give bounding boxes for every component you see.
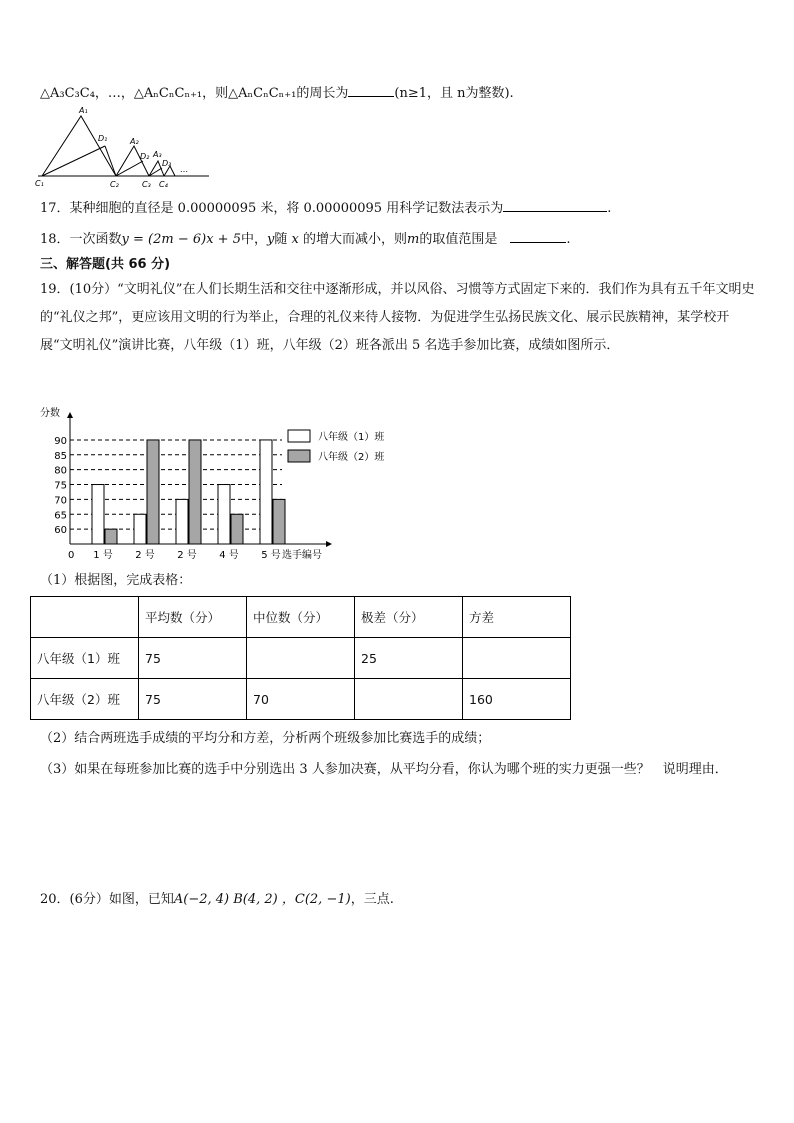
legend-label: 八年级（2）班 [318,452,385,463]
table-cell: 25 [355,638,463,679]
table-header-cell: 平均数（分） [139,597,247,638]
q20-question: 20．(6分）如图，已知 [40,892,174,907]
table-header-row [31,597,571,638]
label-c3: C₃ [142,180,151,189]
triangle-figure [34,104,214,192]
label-a1: A₁ [79,106,88,115]
q18-text-before: 18．一次函数 [40,232,122,247]
score-bar-chart [36,404,416,560]
score-table [30,596,571,720]
q17-answer-blank[interactable] [503,197,607,212]
y-tick-label: 65 [54,510,67,522]
label-d2: D₂ [140,152,150,161]
table-cell: 八年级（1）班 [31,638,139,679]
x-tick-label: 5 号 [261,550,281,560]
q18-answer-blank[interactable] [510,228,566,243]
bar-class1 [260,440,272,544]
label-a3: A₃ [153,150,162,159]
q17-text [40,197,611,219]
label-d1: D₁ [98,134,108,143]
label-c2: C₂ [110,180,119,189]
table-cell: 160 [463,679,571,720]
q18-text-mid2: 随 [274,232,288,247]
table-cell: 八年级（2）班 [31,679,139,720]
table-row [31,679,571,720]
q18-text [40,228,571,250]
q18-var-m: m [407,232,420,247]
y-axis-label: 分数 [40,408,60,419]
legend-swatch [288,430,310,442]
x-axis-label: 选手编号 [282,550,322,560]
bar-class2 [273,499,285,544]
x-tick-label: 2 号 [135,550,155,560]
y-tick-label: 60 [54,525,67,537]
q16-text-after: (n≥1，且 n为整数). [394,86,514,101]
q20-text [40,890,394,910]
table-cell: 75 [139,679,247,720]
table-cell: 70 [247,679,355,720]
bar-class2 [231,514,243,544]
q18-text-after: 的取值范围是 [419,232,498,247]
q17-question: 17．某种细胞的直径是 0.00000095 米，将 0.00000095 用科学记数法表示为 [40,201,504,216]
section-title: 三、解答题(共 66 分) [40,257,171,272]
q19-sub1: （1）根据图，完成表格： [40,573,192,588]
table-cell-answer[interactable] [247,638,355,679]
y-tick-label: 75 [54,480,67,492]
q18-text-mid3: 的增大而减小，则 [303,232,408,247]
q18-var-x: x [291,232,299,247]
bar-class2 [105,529,117,544]
q19-sub2: （2）结合两班选手成绩的平均分和方差，分析两个班级参加比赛选手的成绩； [40,731,491,746]
q20-points: A(−2, 4) B(4, 2) ，C(2, −1) [173,892,351,907]
table-header-cell: 极差（分） [355,597,463,638]
q18-text-mid: 中， [240,232,267,247]
q17-end: . [607,201,612,216]
table-row [31,638,571,679]
table-header-cell [31,597,139,638]
table-header-cell: 中位数（分） [247,597,355,638]
q16-answer-blank[interactable] [348,82,394,97]
x-tick-label: 4 号 [219,550,239,560]
q18-end: . [566,232,571,247]
y-tick-label: 85 [54,450,67,462]
bar-class1 [134,514,146,544]
label-ellipsis: … [180,165,188,174]
bar-class1 [218,485,230,544]
q18-formula: y = (2m − 6)x + 5 [121,232,241,247]
y-tick-label: 80 [54,465,67,477]
table-cell-answer[interactable] [355,679,463,720]
q16-text-before: △A₃C₃C₄，…，△AₙCₙCₙ₊₁，则△AₙCₙCₙ₊₁的周长为 [40,86,349,101]
bar-class1 [176,499,188,544]
legend-swatch [288,450,310,462]
q19-intro: 19．(10分）“文明礼仪”在人们长期生活和交往中逐渐形成，并以风俗、习惯等方式固定下来的．我们作为具有五千年文明史的“礼仪之邦”，更应该用文明的行为举止，合理的礼仪来待人接物．为促进学生弘扬民族文化、展示民族精神，某学校开展“文明礼仪”演讲比赛，八年级（1）班，八年级（2）班各派出 5 名选手参加比赛，成绩如图所示． [40,282,755,353]
x-tick-label: 1 号 [93,550,113,560]
label-c4: C₄ [159,180,168,189]
q20-end: ，三点. [350,892,394,907]
table-header-cell: 方差 [463,597,571,638]
table-cell: 75 [139,638,247,679]
label-d3: D₃ [162,159,172,168]
x-tick-label: 2 号 [177,550,197,560]
legend-label: 八年级（1）班 [318,432,385,443]
label-a2: A₂ [130,137,139,146]
table-cell-answer[interactable] [463,638,571,679]
bar-class2 [189,440,201,544]
x-axis-arrow [326,541,332,547]
q16-text [40,82,514,104]
q19-sub3: （3）如果在每班参加比赛的选手中分别选出 3 人参加决赛，从平均分看，你认为哪个班的实力更强一些？ 说明理由． [40,762,728,777]
y-tick-label: 70 [54,495,67,507]
label-c1: C₁ [35,179,44,188]
y-tick-label: 90 [54,435,67,447]
y-axis-arrow [67,412,73,418]
bar-class2 [147,440,159,544]
q18-var-y: y [267,232,275,247]
bar-class1 [92,485,104,544]
origin-label: 0 [68,550,75,560]
